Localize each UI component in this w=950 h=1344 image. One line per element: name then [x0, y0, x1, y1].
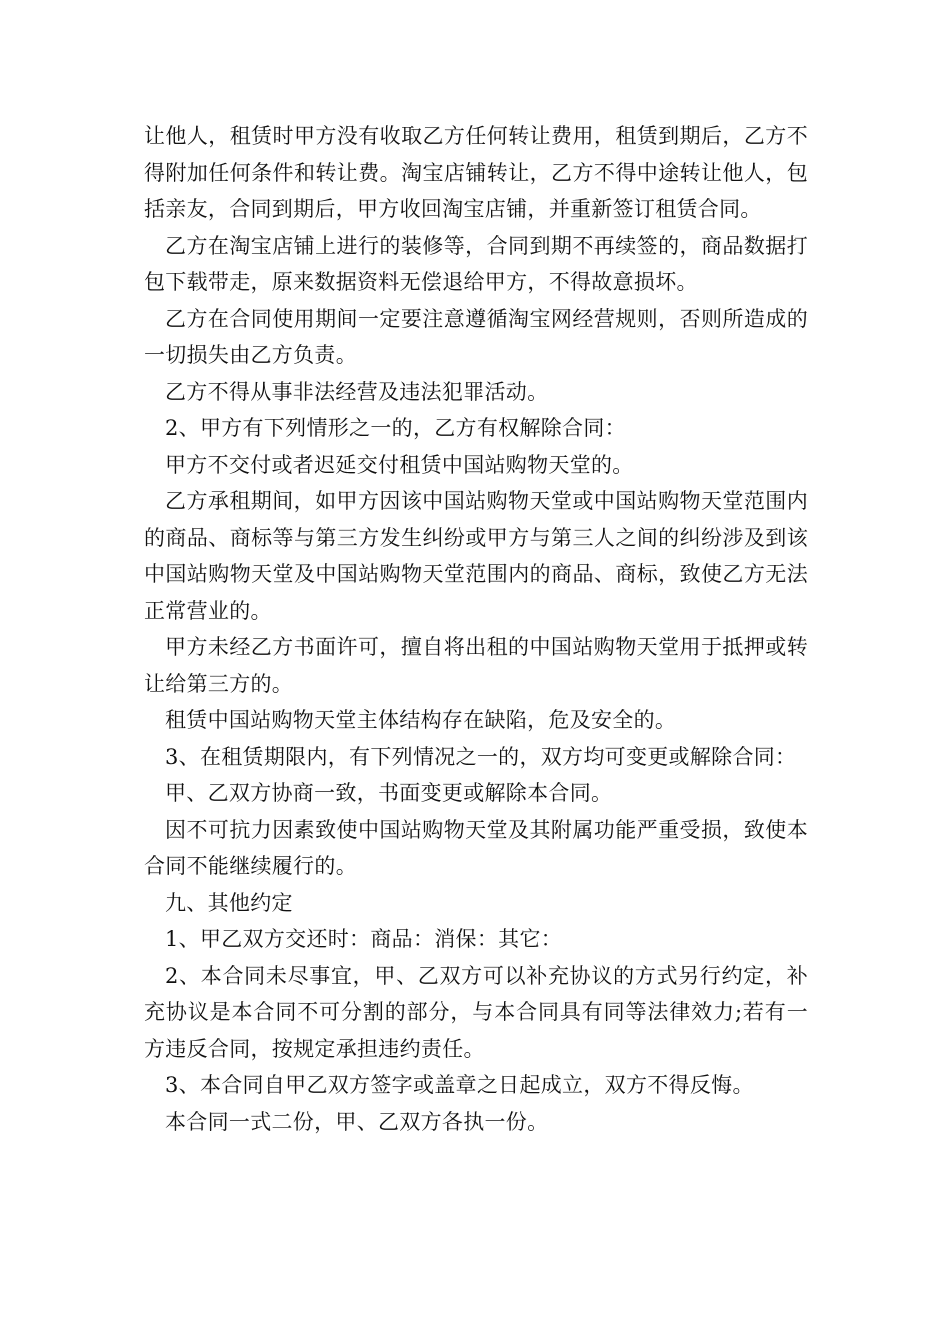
paragraph-15: 2、本合同未尽事宜，甲、乙双方可以补充协议的方式另行约定，补充协议是本合同不可分割的部分，与本合同具有同等法律效力;若有一方违反合同，按规定承担违约责任。	[144, 963, 808, 1061]
paragraph-11: 甲、乙双方协商一致，书面变更或解除本合同。	[165, 781, 613, 805]
paragraph-7: 乙方承租期间，如甲方因该中国站购物天堂或中国站购物天堂范围内的商品、商标等与第三方发生纠纷或甲方与第三人之间的纠纷涉及到该中国站购物天堂及中国站购物天堂范围内的商品、商标，致使乙方无法正常营业的。	[144, 489, 808, 623]
document-page	[144, 118, 808, 1140]
paragraph-1: 让他人，租赁时甲方没有收取乙方任何转让费用，租赁到期后，乙方不得附加任何条件和转让费。淘宝店铺转让，乙方不得中途转让他人，包括亲友，合同到期后，甲方收回淘宝店铺，并重新签订租赁合同。	[144, 124, 808, 221]
paragraph-16: 3、本合同自甲乙双方签字或盖章之日起成立，双方不得反悔。	[165, 1073, 754, 1097]
paragraph-6: 甲方不交付或者迟延交付租赁中国站购物天堂的。	[165, 452, 634, 477]
paragraph-2: 乙方在淘宝店铺上进行的装修等，合同到期不再续签的，商品数据打包下载带走，原来数据资料无偿退给甲方，不得故意损坏。	[144, 233, 808, 294]
section-9-heading: 九、其他约定	[165, 890, 293, 915]
clause-3-heading: 3、在租赁期限内，有下列情况之一的，双方均可变更或解除合同：	[165, 744, 797, 769]
paragraph-3: 乙方在合同使用期间一定要注意遵循淘宝网经营规则，否则所造成的一切损失由乙方负责。	[144, 306, 808, 367]
paragraph-14: 1、甲乙双方交还时：商品：消保：其它：	[165, 927, 563, 951]
paragraph-4: 乙方不得从事非法经营及违法犯罪活动。	[165, 379, 549, 404]
paragraph-12: 因不可抗力因素致使中国站购物天堂及其附属功能严重受损，致使本合同不能继续履行的。	[144, 817, 808, 878]
paragraph-8: 甲方未经乙方书面许可，擅自将出租的中国站购物天堂用于抵押或转让给第三方的。	[144, 635, 808, 696]
clause-2-heading: 2、甲方有下列情形之一的，乙方有权解除合同：	[165, 416, 626, 440]
paragraph-17: 本合同一式二份，甲、乙双方各执一份。	[165, 1109, 549, 1134]
paragraph-9: 租赁中国站购物天堂主体结构存在缺陷，危及安全的。	[165, 708, 677, 732]
